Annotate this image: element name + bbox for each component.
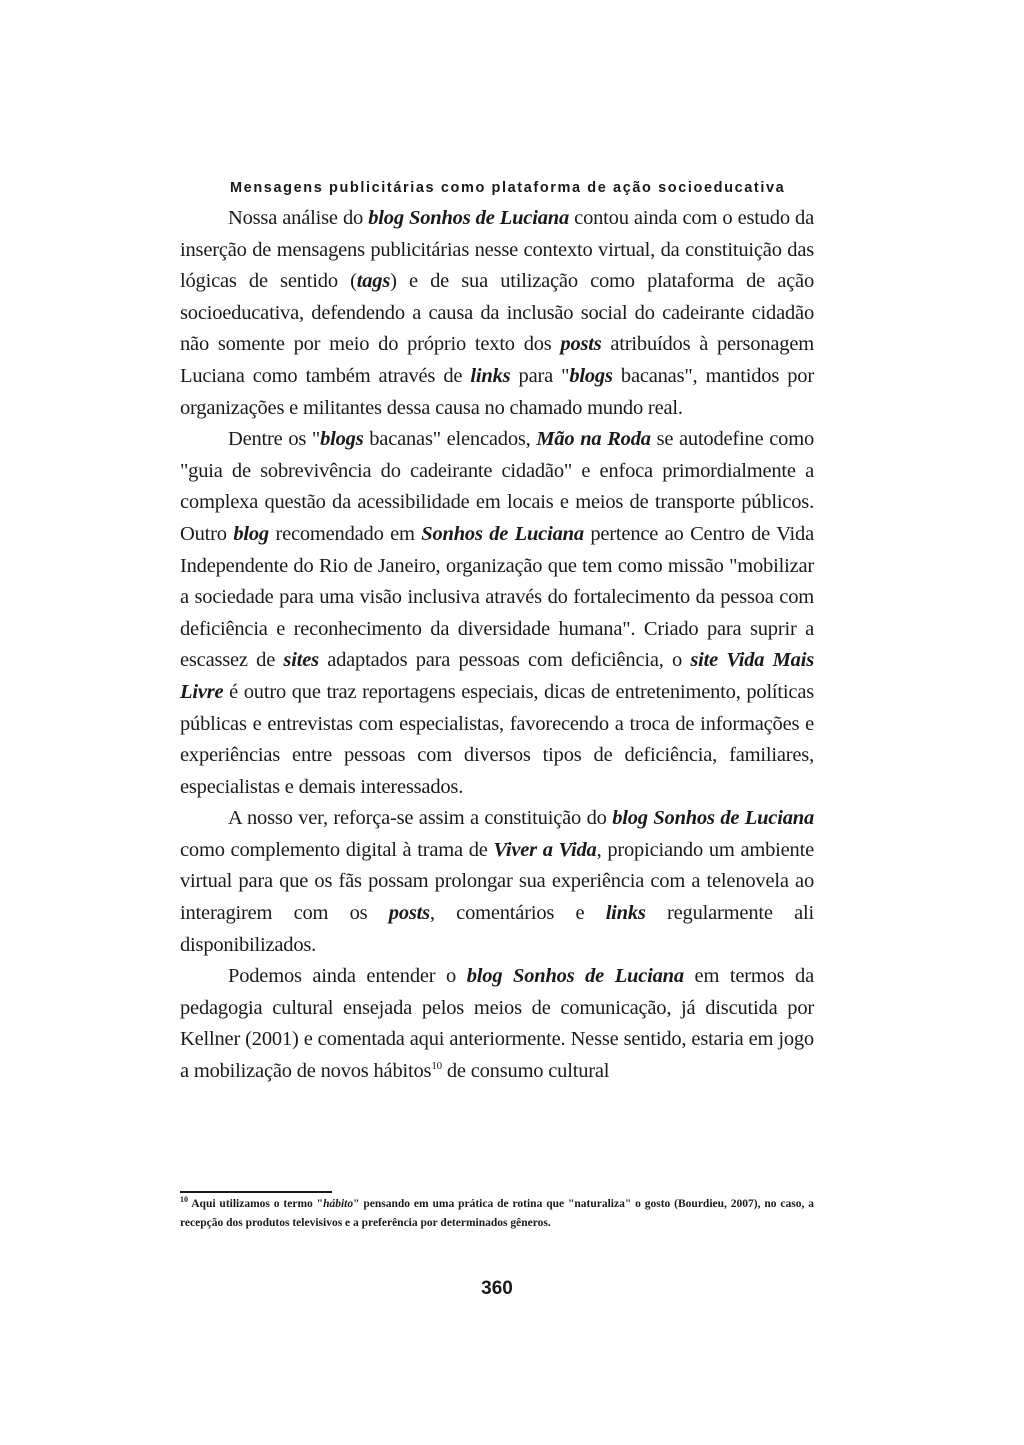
italic-run: blogs [569, 364, 613, 387]
italic-run: Viver a Vida [493, 838, 597, 861]
text-run: é outro que traz reportagens especiais, dicas de entretenimento, políticas públicas e entrevistas com especialistas, favorecendo a troca de informações e experiências entre pessoas com diversos tipos de deficiência, familiares, especialistas e demais interessados. [180, 680, 814, 798]
italic-run: posts [560, 333, 602, 356]
paragraph-1 [180, 203, 814, 424]
footnote [180, 1195, 814, 1233]
text-run: atribuídos à personagem Luciana como também através de [180, 333, 814, 387]
text-run: A nosso ver, reforça-se assim a constituição do [228, 807, 613, 830]
text-run: " pensando em uma prática de rotina que "naturaliza" o gosto (Bourdieu, 2007), no caso, a recepção dos produtos televisivos e a preferência por determinados gêneros. [180, 1198, 814, 1229]
footnote-separator [180, 1191, 332, 1193]
italic-run: blog Sonhos de Luciana [612, 807, 814, 830]
text-run: ) e de sua utilização como plataforma de ação socioeducativa, defendendo a causa da inclusão social do cadeirante cidadão não somente por meio do próprio texto dos [180, 270, 814, 356]
paragraph-4 [180, 961, 814, 1087]
italic-run: tags [356, 270, 391, 293]
italic-run: Sonhos de Luciana [421, 522, 584, 545]
text-run: para " [510, 364, 570, 387]
italic-run: blog [233, 522, 269, 545]
italic-run: posts [388, 902, 430, 925]
text-run: Dentre os " [228, 428, 321, 451]
body-text [180, 203, 814, 1088]
italic-run: sites [283, 649, 319, 672]
page-number: 360 [481, 1278, 513, 1299]
footnote-number: 10 [180, 1195, 188, 1205]
text-run: , comentários e [429, 902, 606, 925]
text-run: , propiciando um ambiente virtual para que os fãs possam prolongar sua experiência com a telenovela ao interagirem com os [180, 838, 814, 925]
italic-run: hábito [323, 1198, 354, 1210]
italic-run: links [470, 364, 511, 387]
italic-run: Mão na Roda [536, 428, 651, 451]
text-run: adaptados para pessoas com deficiência, o [318, 649, 691, 672]
paragraph-3 [180, 803, 814, 961]
italic-run: links [605, 902, 646, 925]
section-heading: Mensagens publicitárias como plataforma de ação socioeducativa [230, 180, 786, 196]
footnote-reference: 10 [431, 1060, 442, 1073]
text-run: Aqui utilizamos o termo " [188, 1198, 324, 1210]
text-run: pertence ao Centro de Vida Independente do Rio de Janeiro, organização que tem como missão "mobilizar a sociedade para uma visão inclusiva através do fortalecimento da pessoa com deficiência e reconhecimento da diversidade humana". Criado para suprir a escassez de [180, 522, 815, 672]
text-run: se autodefine como "guia de sobrevivência do cadeirante cidadão" e enfoca primordialmente a complexa questão da acessibilidade em locais e meios de transporte públicos. Outro [180, 428, 814, 545]
italic-run: site Vida Mais Livre [180, 649, 814, 703]
text-run: recomendado em [268, 522, 422, 545]
text-run: Podemos ainda entender o [228, 965, 467, 988]
text-run: bacanas", mantidos por organizações e militantes dessa causa no chamado mundo real. [180, 364, 814, 419]
text-run: em termos da pedagogia cultural ensejada pelos meios de comunicação, já discutida por Kellner (2001) e comentada aqui anteriormente. Nesse sentido, estaria em jogo a mobilização de novos hábitos [180, 965, 815, 1083]
text-run: regularmente ali disponibilizados. [180, 902, 814, 956]
text-run: de consumo cultural [441, 1060, 610, 1083]
text-run: contou ainda com o estudo da inserção de mensagens publicitárias nesse contexto virtual, da constituição das lógicas de sentido ( [180, 207, 814, 293]
italic-run: blog Sonhos de Luciana [466, 965, 684, 988]
italic-run: blog Sonhos de Luciana [368, 207, 570, 229]
text-run: Nossa análise do [228, 207, 369, 229]
paragraph-2 [180, 424, 814, 803]
text-run: bacanas" elencados, [363, 428, 537, 451]
italic-run: blogs [320, 428, 364, 451]
text-run: como complemento digital à trama de [180, 838, 494, 861]
